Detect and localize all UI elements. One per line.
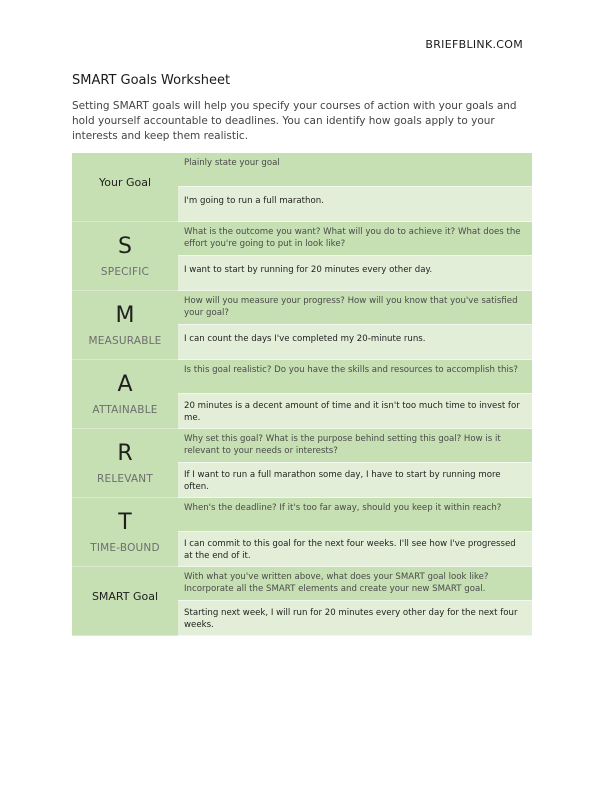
your-goal-label: Your Goal bbox=[98, 175, 152, 189]
row-relevant bbox=[72, 429, 532, 498]
your-goal-answer[interactable]: I'm going to run a full marathon. bbox=[178, 187, 532, 222]
measurable-prompt: How will you measure your progress? How will you know that you've satisfied your goal? bbox=[178, 291, 532, 325]
smart-goal-prompt: With what you've written above, what does your SMART goal look like? Incorporate all the SMART elements and create your new SMART goal. bbox=[178, 567, 532, 601]
attainable-word: ATTAINABLE bbox=[92, 404, 158, 416]
row-smart-goal bbox=[72, 567, 532, 636]
attainable-prompt: Is this goal realistic? Do you have the skills and resources to accomplish this? bbox=[178, 360, 532, 394]
attainable-letter: A bbox=[117, 372, 133, 397]
specific-word: SPECIFIC bbox=[100, 266, 150, 278]
row-content bbox=[178, 360, 532, 429]
row-label-cell bbox=[72, 291, 178, 360]
relevant-prompt: Why set this goal? What is the purpose behind setting this goal? How is it relevant to your needs or interests? bbox=[178, 429, 532, 463]
specific-prompt: What is the outcome you want? What will you do to achieve it? What does the effort you're going to put in look like? bbox=[178, 222, 532, 256]
time-bound-prompt: When's the deadline? If it's too far away, should you keep it within reach? bbox=[178, 498, 532, 532]
row-time-bound bbox=[72, 498, 532, 567]
row-content bbox=[178, 429, 532, 498]
smart-goal-answer[interactable]: Starting next week, I will run for 20 minutes every other day for the next four weeks. bbox=[178, 601, 532, 636]
row-content bbox=[178, 222, 532, 291]
row-content bbox=[178, 291, 532, 360]
row-attainable bbox=[72, 360, 532, 429]
attainable-answer[interactable]: 20 minutes is a decent amount of time and it isn't too much time to invest for me. bbox=[178, 394, 532, 429]
measurable-word: MEASURABLE bbox=[88, 335, 162, 347]
time-bound-answer[interactable]: I can commit to this goal for the next four weeks. I'll see how I've progressed at the end of it. bbox=[178, 532, 532, 567]
row-specific bbox=[72, 222, 532, 291]
smart-goals-table bbox=[72, 153, 532, 636]
specific-letter: S bbox=[118, 234, 132, 259]
row-content bbox=[178, 153, 532, 222]
row-content bbox=[178, 567, 532, 636]
smart-goal-label: SMART Goal bbox=[91, 589, 159, 603]
row-label-cell bbox=[72, 360, 178, 429]
row-label-cell bbox=[72, 429, 178, 498]
time-bound-word: TIME-BOUND bbox=[90, 542, 160, 554]
row-label-cell bbox=[72, 567, 178, 636]
time-bound-letter: T bbox=[118, 510, 132, 535]
relevant-letter: R bbox=[117, 441, 133, 466]
intro-paragraph: Setting SMART goals will help you specify your courses of action with your goals and hold yourself accountable to deadlines. You can identify how goals apply to your interests and keep them realistic. bbox=[72, 100, 517, 142]
measurable-answer[interactable]: I can count the days I've completed my 20-minute runs. bbox=[178, 325, 532, 360]
row-measurable bbox=[72, 291, 532, 360]
relevant-answer[interactable]: If I want to run a full marathon some day, I have to start by running more often. bbox=[178, 463, 532, 498]
specific-answer[interactable]: I want to start by running for 20 minutes every other day. bbox=[178, 256, 532, 291]
relevant-word: RELEVANT bbox=[97, 473, 153, 485]
row-label-cell bbox=[72, 498, 178, 567]
row-your-goal bbox=[72, 153, 532, 222]
row-label-cell bbox=[72, 222, 178, 291]
your-goal-prompt: Plainly state your goal bbox=[178, 153, 532, 187]
row-content bbox=[178, 498, 532, 567]
site-brand: BRIEFBLINK.COM bbox=[425, 38, 523, 51]
row-label-cell bbox=[72, 153, 178, 222]
measurable-letter: M bbox=[115, 303, 135, 328]
page-title: SMART Goals Worksheet bbox=[72, 73, 231, 88]
